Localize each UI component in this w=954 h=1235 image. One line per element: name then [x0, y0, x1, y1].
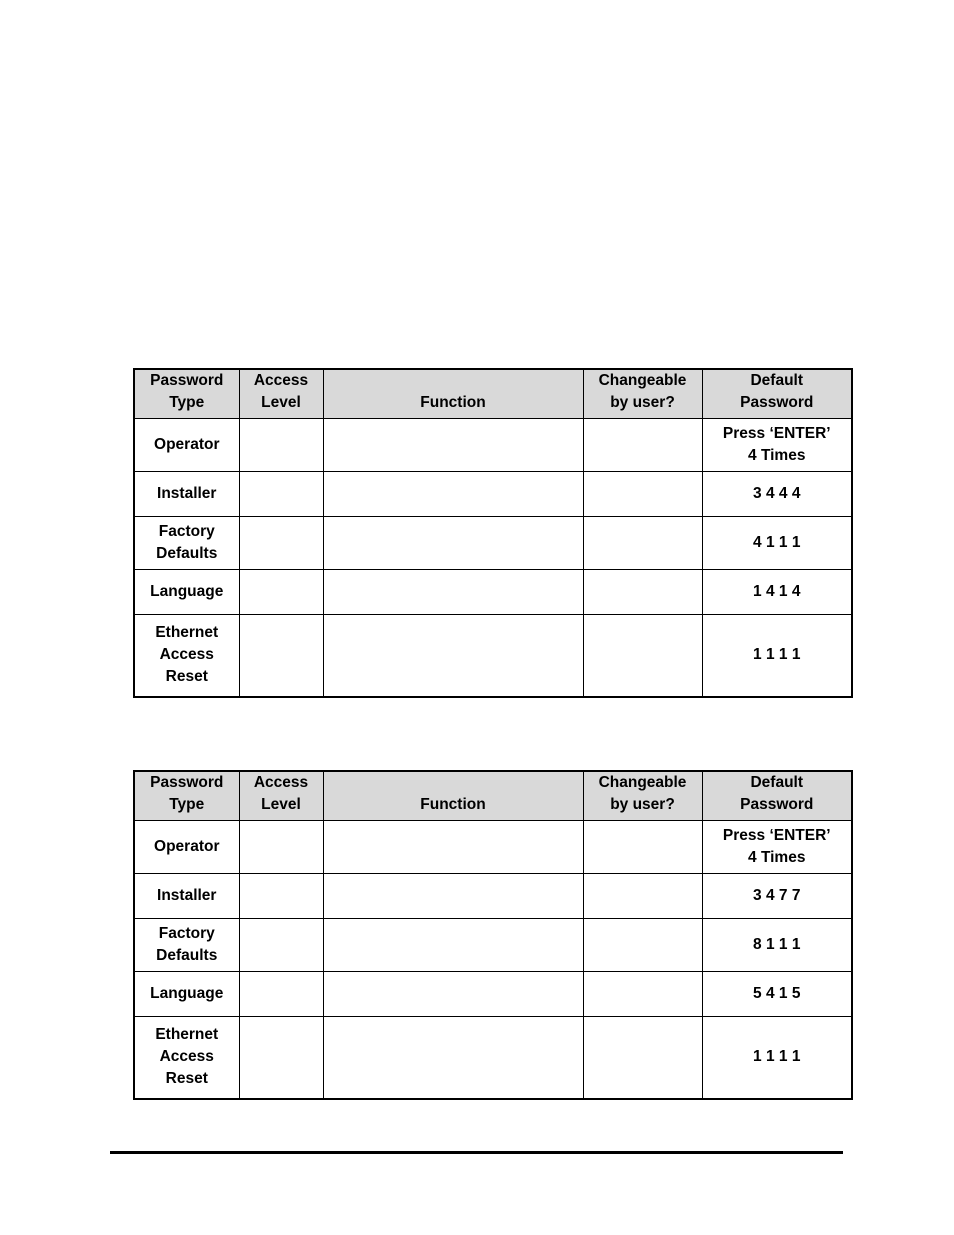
function-cell [323, 972, 583, 1017]
cell-text: Defaults [156, 947, 218, 964]
cell-text: Installer [157, 887, 217, 904]
cell-text: by user? [610, 394, 675, 411]
column-header [134, 771, 239, 821]
cell-text: 3 4 4 4 [753, 485, 801, 502]
password-type-cell [134, 419, 239, 472]
table-row [134, 472, 852, 517]
cell-text: Password [150, 372, 224, 389]
cell-text: Function [420, 796, 486, 813]
cell-text: Factory [158, 523, 215, 540]
password-type-cell [134, 472, 239, 517]
changeable-cell [583, 615, 702, 697]
cell-text: Defaults [156, 545, 218, 562]
column-header [239, 369, 323, 419]
cell-text: 1 4 1 4 [753, 583, 801, 600]
cell-text: Function [420, 394, 486, 411]
access-level-cell [239, 919, 323, 972]
cell-text: 4 Times [748, 447, 806, 464]
table-row [134, 972, 852, 1017]
table-row [134, 517, 852, 570]
access-level-cell [239, 821, 323, 874]
column-header [583, 369, 702, 419]
function-cell [323, 419, 583, 472]
cell-text: Installer [157, 485, 217, 502]
table-row [134, 821, 852, 874]
password-type-cell [134, 972, 239, 1017]
access-level-cell [239, 419, 323, 472]
cell-text: Password [740, 394, 814, 411]
password-type-cell [134, 919, 239, 972]
cell-text: Operator [154, 436, 220, 453]
cell-text: Access [159, 646, 214, 664]
cell-text: Access [253, 774, 309, 791]
changeable-cell [583, 874, 702, 919]
function-cell [323, 517, 583, 570]
access-level-cell [239, 570, 323, 615]
cell-text: by user? [610, 796, 675, 813]
changeable-cell [583, 517, 702, 570]
cell-text: Changeable [598, 774, 687, 791]
cell-text: Press ‘ENTER’ [722, 425, 831, 442]
changeable-cell [583, 570, 702, 615]
cell-text: Factory [158, 925, 215, 942]
cell-text: Password [150, 774, 224, 791]
password-type-cell [134, 615, 239, 697]
function-cell [323, 919, 583, 972]
cell-text: 1 1 1 1 [753, 646, 801, 664]
default-password-cell [702, 972, 852, 1017]
password-type-cell [134, 874, 239, 919]
table-row [134, 874, 852, 919]
function-cell [323, 570, 583, 615]
cell-text: Press ‘ENTER’ [722, 827, 831, 844]
column-header [239, 771, 323, 821]
column-header [702, 771, 852, 821]
column-header [323, 771, 583, 821]
cell-text: Language [150, 583, 224, 600]
changeable-cell [583, 472, 702, 517]
default-password-cell [702, 517, 852, 570]
changeable-cell [583, 419, 702, 472]
table-row [134, 419, 852, 472]
changeable-cell [583, 821, 702, 874]
password-type-cell [134, 1017, 239, 1099]
cell-text: 1 1 1 1 [753, 1048, 801, 1066]
table-row [134, 1017, 852, 1099]
table-row [134, 615, 852, 697]
cell-text: Type [169, 796, 205, 813]
function-cell [323, 1017, 583, 1099]
cell-text: Ethernet [155, 1026, 219, 1044]
password-table-1 [133, 368, 853, 698]
default-password-cell [702, 472, 852, 517]
access-level-cell [239, 972, 323, 1017]
changeable-cell [583, 919, 702, 972]
cell-text: 4 Times [748, 849, 806, 866]
cell-text: Password [740, 796, 814, 813]
default-password-cell [702, 1017, 852, 1099]
footer-rule [110, 1151, 843, 1154]
function-cell [323, 472, 583, 517]
column-header [702, 369, 852, 419]
cell-text: 3 4 7 7 [753, 887, 801, 904]
cell-text: Level [261, 796, 301, 813]
cell-text: Default [750, 372, 804, 389]
default-password-cell [702, 919, 852, 972]
function-cell [323, 874, 583, 919]
password-type-cell [134, 517, 239, 570]
column-header [323, 369, 583, 419]
cell-text: Default [750, 774, 804, 791]
cell-text: Level [261, 394, 301, 411]
cell-text: Changeable [598, 372, 687, 389]
cell-text: Reset [165, 668, 208, 686]
header-row [134, 771, 852, 821]
cell-text: 8 1 1 1 [753, 936, 801, 953]
cell-text: 5 4 1 5 [753, 985, 801, 1002]
password-type-cell [134, 570, 239, 615]
column-header [583, 771, 702, 821]
column-header [134, 369, 239, 419]
cell-text: Type [169, 394, 205, 411]
default-password-cell [702, 615, 852, 697]
cell-text: Operator [154, 838, 220, 855]
function-cell [323, 615, 583, 697]
access-level-cell [239, 472, 323, 517]
changeable-cell [583, 1017, 702, 1099]
cell-text: Ethernet [155, 624, 219, 642]
access-level-cell [239, 874, 323, 919]
access-level-cell [239, 1017, 323, 1099]
table-row [134, 919, 852, 972]
default-password-cell [702, 821, 852, 874]
access-level-cell [239, 517, 323, 570]
default-password-cell [702, 570, 852, 615]
cell-text: Access [159, 1048, 214, 1066]
header-row [134, 369, 852, 419]
changeable-cell [583, 972, 702, 1017]
cell-text: Reset [165, 1070, 208, 1088]
password-type-cell [134, 821, 239, 874]
cell-text: Access [253, 372, 309, 389]
password-table-2 [133, 770, 853, 1100]
table-row [134, 570, 852, 615]
function-cell [323, 821, 583, 874]
default-password-cell [702, 419, 852, 472]
cell-text: Language [150, 985, 224, 1002]
access-level-cell [239, 615, 323, 697]
cell-text: 4 1 1 1 [753, 534, 801, 551]
default-password-cell [702, 874, 852, 919]
